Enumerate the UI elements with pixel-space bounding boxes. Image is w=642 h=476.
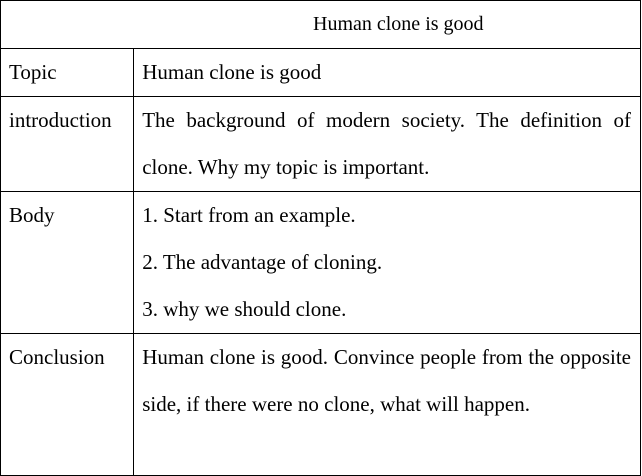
label-cell	[1, 49, 134, 97]
table-row-introduction	[1, 97, 641, 192]
row-content-conclusion: Human clone is good. Convince people from the opposite side, if there were no clone, what will happen.	[142, 345, 631, 416]
row-label-body: Body	[9, 203, 55, 227]
row-label-introduction: introduction	[9, 108, 112, 132]
list-item: 1. Start from an example.	[142, 203, 356, 227]
content-cell	[134, 334, 641, 476]
table-title: Human clone is good	[1, 1, 641, 49]
label-cell	[1, 334, 134, 476]
row-content-introduction: The background of modern society. The definition of clone. Why my topic is important.	[142, 108, 631, 179]
content-line: Human clone is good	[142, 60, 322, 84]
content-cell	[134, 49, 641, 97]
row-label-topic: Topic	[9, 60, 57, 84]
label-cell	[1, 192, 134, 334]
list-item: 3. why we should clone.	[142, 297, 347, 321]
table-row-body	[1, 192, 641, 334]
content-cell	[134, 192, 641, 334]
row-content-body	[134, 192, 640, 333]
list-item: 2. The advantage of cloning.	[142, 250, 383, 274]
row-label-conclusion: Conclusion	[9, 345, 105, 369]
content-cell	[134, 97, 641, 192]
table-row-topic	[1, 49, 641, 97]
label-cell	[1, 97, 134, 192]
row-content-topic	[134, 49, 640, 86]
table-row-conclusion	[1, 334, 641, 476]
